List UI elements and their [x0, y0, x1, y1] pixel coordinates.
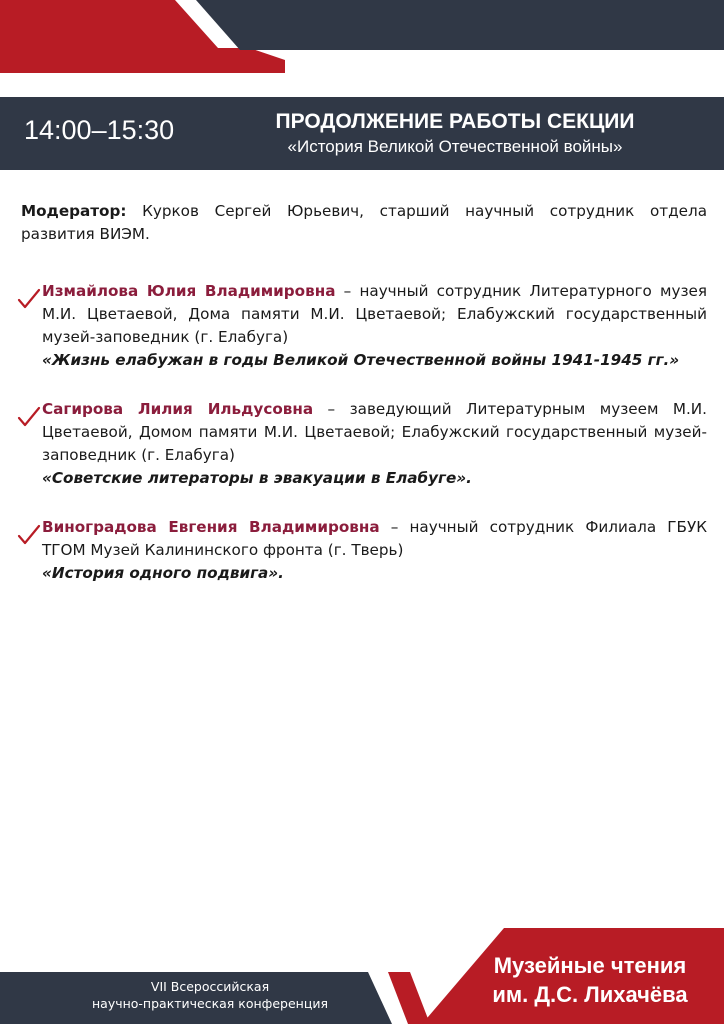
speaker-name: Виноградова Евгения Владимировна — [42, 518, 380, 536]
checkmark-icon — [17, 524, 41, 546]
conference-caption — [30, 978, 390, 1012]
speaker-info — [42, 398, 707, 467]
checkmark-icon — [17, 406, 41, 428]
top-decoration — [0, 0, 724, 80]
speaker-role: – научный сотрудник Литературного музея М.И. Цветаевой, Дома памяти М.И. Цветаевой; Елабужский государственный музей-заповедник (г. Елабуга) — [42, 282, 708, 346]
speaker-role: – заведующий Литературным музеем М.И. Цветаевой, Домом памяти М.И. Цветаевой; Елабужский государственный музей-заповедник (г. Елабуга) — [42, 400, 707, 464]
speaker-role: – научный сотрудник Филиала ГБУК ТГОМ Музей Калининского фронта (г. Тверь) — [42, 518, 708, 559]
program-content — [21, 200, 707, 611]
talk-topic: «Жизнь елабужан в годы Великой Отечественной войны 1941-1945 гг.» — [42, 351, 680, 369]
speaker-entry — [21, 280, 707, 372]
speaker-info — [42, 516, 707, 562]
section-subtitle: «История Великой Отечественной войны» — [287, 137, 623, 156]
conference-line-1: VII Всероссийская — [150, 979, 270, 994]
section-title: ПРОДОЛЖЕНИЕ РАБОТЫ СЕКЦИИ — [275, 110, 635, 133]
section-header — [0, 97, 724, 170]
speaker-name: Сагирова Лилия Ильдусовна — [42, 400, 314, 418]
session-time: 14:00–15:30 — [24, 115, 175, 145]
speaker-entry — [21, 516, 707, 585]
moderator-label: Модератор: — [21, 202, 127, 220]
moderator-paragraph — [21, 200, 707, 246]
talk-topic: «Советские литераторы в эвакуации в Елабуге». — [42, 469, 472, 487]
moderator-text: Курков Сергей Юрьевич, старший научный сотрудник отдела развития ВИЭМ. — [21, 202, 708, 243]
brand-line-1: Музейные чтения — [493, 953, 687, 978]
conference-line-2: научно-практическая конференция — [91, 996, 329, 1011]
speaker-name: Измайлова Юлия Владимировна — [42, 282, 336, 300]
speaker-info — [42, 280, 707, 349]
speaker-entry — [21, 398, 707, 490]
brand-caption — [470, 951, 710, 1009]
brand-line-2: им. Д.С. Лихачёва — [492, 982, 688, 1007]
checkmark-icon — [17, 288, 41, 310]
talk-topic: «История одного подвига». — [42, 564, 284, 582]
